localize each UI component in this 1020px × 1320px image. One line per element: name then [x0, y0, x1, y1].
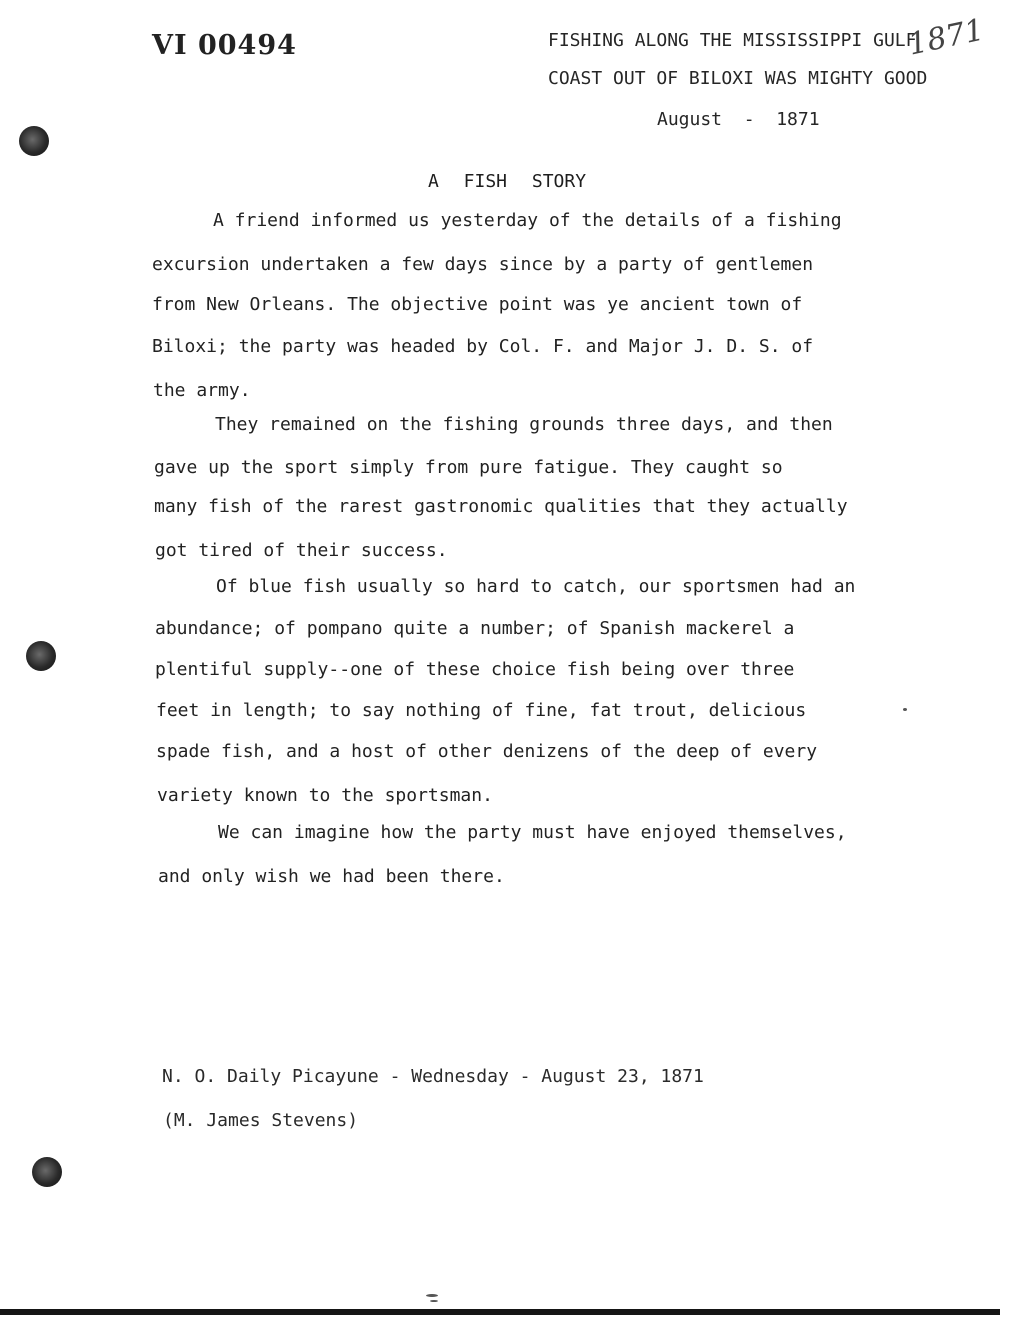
punch-hole-top: [19, 126, 49, 156]
story-line: Biloxi; the party was headed by Col. F. and Major J. D. S. of: [152, 336, 814, 357]
headline-line-2: COAST OUT OF BILOXI WAS MIGHTY GOOD: [548, 68, 928, 89]
story-line: A friend informed us yesterday of the details of a fishing: [213, 210, 842, 231]
story-line: from New Orleans. The objective point was ye ancient town of: [152, 294, 803, 315]
document-number: VI 00494: [152, 30, 297, 61]
story-line: plentiful supply--one of these choice fish being over three: [155, 659, 795, 680]
story-title: A FISH STORY: [428, 171, 587, 192]
story-line: abundance; of pompano quite a number; of Spanish mackerel a: [155, 618, 795, 639]
story-line: the army.: [153, 380, 251, 401]
story-line: They remained on the fishing grounds three days, and then: [215, 414, 833, 435]
headline-date: August - 1871: [657, 109, 820, 130]
story-line: excursion undertaken a few days since by a party of gentlemen: [152, 254, 814, 275]
scan-speck: [430, 1300, 438, 1302]
bottom-rule: [0, 1309, 1000, 1315]
handwritten-year: 1871: [905, 12, 988, 63]
story-line: feet in length; to say nothing of fine, fat trout, delicious: [156, 700, 807, 721]
story-line: We can imagine how the party must have enjoyed themselves,: [218, 822, 847, 843]
story-line: gave up the sport simply from pure fatigue. They caught so: [154, 457, 783, 478]
headline-line-1: FISHING ALONG THE MISSISSIPPI GULF: [548, 30, 917, 51]
source-citation: N. O. Daily Picayune - Wednesday - August 23, 1871: [162, 1066, 704, 1087]
story-line: Of blue fish usually so hard to catch, our sportsmen had an: [216, 576, 856, 597]
story-line: and only wish we had been there.: [158, 866, 505, 887]
story-line: got tired of their success.: [155, 540, 448, 561]
punch-hole-bottom: [32, 1157, 62, 1187]
author-credit: (M. James Stevens): [163, 1110, 359, 1131]
story-line: variety known to the sportsman.: [157, 785, 493, 806]
scan-speck: [426, 1294, 438, 1297]
punch-hole-middle: [26, 641, 56, 671]
story-line: spade fish, and a host of other denizens of the deep of every: [156, 741, 818, 762]
scan-speck: [903, 708, 907, 711]
story-line: many fish of the rarest gastronomic qualities that they actually: [154, 496, 848, 517]
